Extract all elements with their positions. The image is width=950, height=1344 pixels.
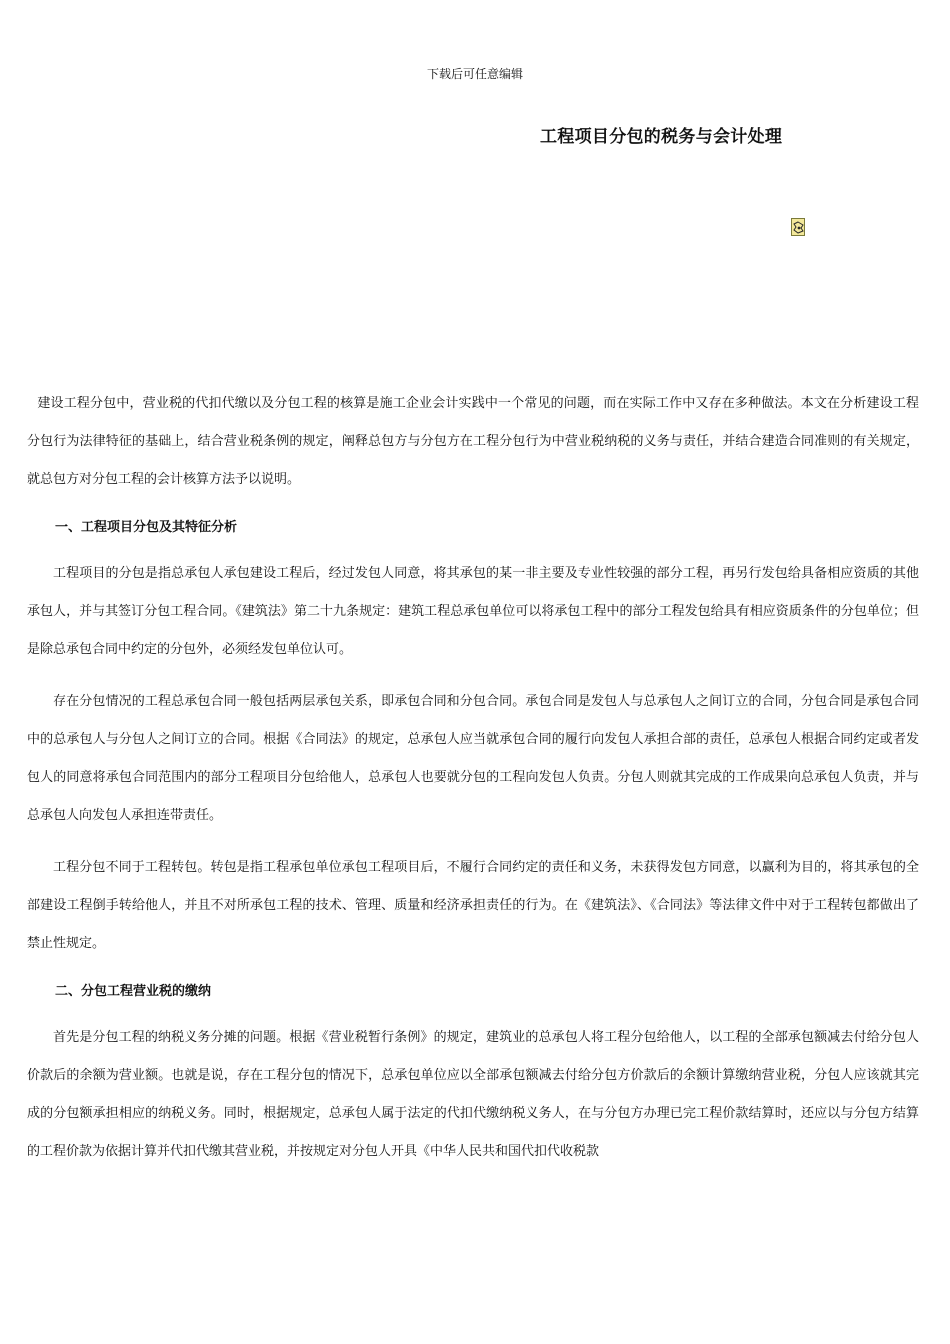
intro-paragraph: 建设工程分包中，营业税的代扣代缴以及分包工程的核算是施工企业会计实践中一个常见的问题，而在实际工作中又存在多种做法。本文在分析建设工程分包行为法律特征的基础上，结合营业税条例的规定，阐释总包方与分包方在工程分包行为中营业税纳税的义务与责任，并结合建造合同准则的有关规定，就总包方对分包工程的会计核算方法予以说明。 (27, 396, 919, 487)
page-header: 下载后可任意编辑 (426, 67, 523, 81)
section-1-paragraph-1: 工程项目的分包是指总承包人承包建设工程后，经过发包人同意，将其承包的某一非主要及专业性较强的部分工程，再另行发包给具备相应资质的其他承包人，并与其签订分包工程合同。《建筑法》第二十九条规定：建筑工程总承包单位可以将承包工程中的部分工程发包给具有相应资质条件的分包单位；但是除总承包合同中约定的分包外，必须经发包单位认可。 (27, 566, 919, 657)
document-title: 工程项目分包的税务与会计处理 (540, 127, 783, 147)
section-2-heading: 二、分包工程营业税的缴纳 (55, 984, 212, 999)
spacer (27, 669, 919, 683)
section-1-paragraph-3: 工程分包不同于工程转包。转包是指工程承包单位承包工程项目后，不履行合同约定的责任和义务，未获得发包方同意，以赢利为目的，将其承包的全部建设工程倒手转给他人，并且不对所承包工程的技术、管理、质量和经济承担责任的行为。在《建筑法》、《合同法》等法律文件中对于工程转包都做出了禁止性规定。 (27, 860, 919, 951)
section-1-paragraph-2: 存在分包情况的工程总承包合同一般包括两层承包关系，即承包合同和分包合同。承包合同是发包人与总承包人之间订立的合同，分包合同是承包合同中的总承包人与分包人之间订立的合同。根据《合同法》的规定，总承包人应当就承包合同的履行向发包人承担合部的责任，总承包人根据合同约定或者发包人的同意将承包合同范围内的部分工程项目分包给他人，总承包人也要就分包的工程向发包人负责。分包人则就其完成的工作成果向总承包人负责，并与总承包人向发包人承担连带责任。 (27, 694, 919, 823)
section-1-heading: 一、工程项目分包及其特征分析 (55, 520, 238, 535)
section-2-paragraph-1: 首先是分包工程的纳税义务分摊的问题。根据《营业税暂行条例》的规定，建筑业的总承包人将工程分包给他人，以工程的全部承包额减去付给分包人价款后的余额为营业额。也就是说，存在工程分包的情况下，总承包单位应以全部承包额减去付给分包方价款后的余额计算缴纳营业税，分包人应该就其完成的分包额承担相应的纳税义务。同时，根据规定，总承包人属于法定的代扣代缴纳税义务人，在与分包方办理已完工程价款结算时，还应以与分包方结算的工程价款为依据计算并代扣代缴其营业税，并按规定对分包人开具《中华人民共和国代扣代收税款 (27, 1030, 919, 1159)
spacer (27, 499, 919, 517)
document-body (27, 385, 919, 1171)
broken-image-glyph (793, 221, 804, 234)
broken-image-icon (791, 218, 805, 236)
spacer (27, 1003, 919, 1019)
spacer (27, 963, 919, 981)
spacer (27, 835, 919, 849)
spacer (27, 539, 919, 555)
